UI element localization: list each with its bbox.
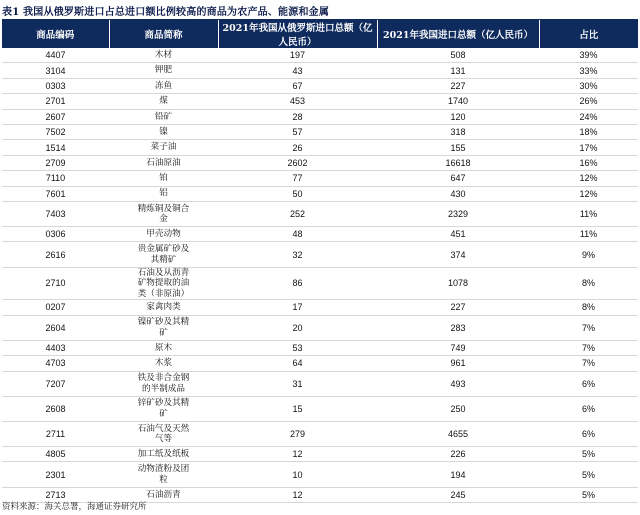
cell-code: 7207: [2, 371, 109, 396]
cell-code: 4403: [2, 340, 109, 355]
cell-russia-imports: 453: [218, 94, 377, 109]
cell-share: 7%: [539, 356, 638, 371]
cell-russia-imports: 57: [218, 124, 377, 139]
table-header-row: [2, 20, 638, 48]
table-row: [2, 124, 638, 139]
header-russia-imports: 2021年我国从俄罗斯进口总额（亿人民币）: [218, 20, 377, 48]
cell-code: 7403: [2, 201, 109, 226]
cell-russia-imports: 2602: [218, 155, 377, 170]
cell-russia-imports: 10: [218, 462, 377, 487]
cell-code: 4703: [2, 356, 109, 371]
cell-code: 7601: [2, 186, 109, 201]
product-name-text: 铝: [159, 188, 168, 199]
cell-total-imports: 318: [377, 124, 539, 139]
cell-name: [109, 356, 218, 371]
table-row: [2, 94, 638, 109]
product-name-text: 原木: [154, 342, 173, 353]
table-row: [2, 371, 638, 396]
table-row: [2, 300, 638, 315]
cell-russia-imports: 12: [218, 447, 377, 462]
product-name-text: 铂: [159, 173, 168, 184]
cell-share: 26%: [539, 94, 638, 109]
cell-share: 17%: [539, 140, 638, 155]
cell-share: 6%: [539, 396, 638, 421]
cell-code: 2301: [2, 462, 109, 487]
cell-total-imports: 226: [377, 447, 539, 462]
cell-code: 2710: [2, 267, 109, 300]
cell-russia-imports: 32: [218, 242, 377, 267]
table-row: [2, 396, 638, 421]
cell-total-imports: 245: [377, 487, 539, 502]
table-row: [2, 63, 638, 78]
cell-code: 7110: [2, 171, 109, 186]
cell-share: 7%: [539, 315, 638, 340]
cell-russia-imports: 197: [218, 48, 377, 63]
cell-name: [109, 78, 218, 93]
cell-share: 11%: [539, 227, 638, 242]
cell-name: [109, 48, 218, 63]
cell-code: 0207: [2, 300, 109, 315]
product-name-text: 冻鱼: [154, 80, 173, 91]
cell-total-imports: 131: [377, 63, 539, 78]
cell-name: [109, 267, 218, 300]
header-name: 商品简称: [109, 20, 218, 48]
cell-code: 2608: [2, 396, 109, 421]
cell-name: [109, 421, 218, 446]
table-row: [2, 155, 638, 170]
cell-russia-imports: 20: [218, 315, 377, 340]
table-row: [2, 78, 638, 93]
cell-total-imports: 374: [377, 242, 539, 267]
table-row: [2, 242, 638, 267]
cell-share: 6%: [539, 421, 638, 446]
cell-share: 12%: [539, 186, 638, 201]
cell-total-imports: 451: [377, 227, 539, 242]
cell-total-imports: 1078: [377, 267, 539, 300]
product-name-text: 石油沥青: [146, 489, 181, 500]
cell-russia-imports: 31: [218, 371, 377, 396]
cell-name: [109, 109, 218, 124]
cell-code: 0303: [2, 78, 109, 93]
table-row: [2, 227, 638, 242]
cell-code: 3104: [2, 63, 109, 78]
cell-share: 11%: [539, 201, 638, 226]
cell-name: [109, 396, 218, 421]
cell-share: 30%: [539, 78, 638, 93]
cell-total-imports: 120: [377, 109, 539, 124]
cell-name: [109, 171, 218, 186]
product-name-text: 木材: [154, 49, 173, 60]
cell-russia-imports: 50: [218, 186, 377, 201]
cell-share: 5%: [539, 487, 638, 502]
cell-total-imports: 250: [377, 396, 539, 421]
cell-total-imports: 194: [377, 462, 539, 487]
cell-name: [109, 462, 218, 487]
cell-code: 4805: [2, 447, 109, 462]
product-name-text: 煤: [159, 96, 168, 107]
cell-russia-imports: 43: [218, 63, 377, 78]
cell-share: 12%: [539, 171, 638, 186]
cell-total-imports: 430: [377, 186, 539, 201]
table-row: [2, 201, 638, 226]
cell-total-imports: 227: [377, 300, 539, 315]
cell-share: 39%: [539, 48, 638, 63]
cell-total-imports: 647: [377, 171, 539, 186]
cell-share: 5%: [539, 447, 638, 462]
table-row: [2, 447, 638, 462]
header-total-imports: 2021年我国进口总额（亿人民币）: [377, 20, 539, 48]
cell-share: 6%: [539, 371, 638, 396]
product-name-text: 镍: [159, 126, 168, 137]
cell-total-imports: 283: [377, 315, 539, 340]
product-name-text: 菜子油: [150, 142, 177, 153]
product-name-text: 家禽肉类: [146, 302, 181, 313]
cell-total-imports: 1740: [377, 94, 539, 109]
header-share: 占比: [539, 20, 638, 48]
table-title: 表1 我国从俄罗斯进口占总进口额比例较高的商品为农产品、能源和金属: [2, 7, 330, 18]
table-row: [2, 421, 638, 446]
cell-russia-imports: 53: [218, 340, 377, 355]
product-name-text: 加工纸及纸板: [137, 449, 190, 460]
product-name-text: 甲壳动物: [146, 229, 181, 240]
cell-russia-imports: 279: [218, 421, 377, 446]
cell-name: [109, 186, 218, 201]
cell-russia-imports: 77: [218, 171, 377, 186]
cell-share: 33%: [539, 63, 638, 78]
cell-code: 2713: [2, 487, 109, 502]
cell-total-imports: 961: [377, 356, 539, 371]
table-row: [2, 140, 638, 155]
cell-code: 2709: [2, 155, 109, 170]
cell-share: 5%: [539, 462, 638, 487]
cell-total-imports: 155: [377, 140, 539, 155]
table-row: [2, 267, 638, 300]
cell-code: 0306: [2, 227, 109, 242]
cell-share: 18%: [539, 124, 638, 139]
table-row: [2, 462, 638, 487]
product-name-text: 木浆: [154, 358, 173, 369]
cell-russia-imports: 67: [218, 78, 377, 93]
cell-name: [109, 155, 218, 170]
cell-russia-imports: 26: [218, 140, 377, 155]
cell-share: 8%: [539, 267, 638, 300]
table-body: [2, 48, 638, 503]
cell-russia-imports: 86: [218, 267, 377, 300]
product-name-text: 锌矿砂及其精矿: [137, 398, 190, 419]
cell-russia-imports: 15: [218, 396, 377, 421]
cell-total-imports: 749: [377, 340, 539, 355]
cell-share: 7%: [539, 340, 638, 355]
table-row: [2, 186, 638, 201]
cell-code: 7502: [2, 124, 109, 139]
cell-name: [109, 140, 218, 155]
cell-code: 1514: [2, 140, 109, 155]
cell-name: [109, 227, 218, 242]
cell-russia-imports: 28: [218, 109, 377, 124]
cell-name: [109, 447, 218, 462]
cell-name: [109, 340, 218, 355]
product-name-text: 精炼铜及铜合金: [137, 203, 190, 224]
table-row: [2, 356, 638, 371]
cell-code: 2607: [2, 109, 109, 124]
cell-total-imports: 227: [377, 78, 539, 93]
cell-code: 2711: [2, 421, 109, 446]
cell-name: [109, 300, 218, 315]
product-name-text: 铁及非合金钢的半制成品: [137, 373, 190, 394]
cell-russia-imports: 12: [218, 487, 377, 502]
product-name-text: 铅矿: [154, 111, 173, 122]
product-name-text: 石油原油: [146, 157, 181, 168]
cell-total-imports: 508: [377, 48, 539, 63]
cell-name: [109, 63, 218, 78]
table-row: [2, 315, 638, 340]
cell-total-imports: 2329: [377, 201, 539, 226]
table-row: [2, 340, 638, 355]
product-name-text: 石油及从沥青矿物提取的油类（非原油）: [137, 267, 190, 299]
cell-name: [109, 94, 218, 109]
cell-name: [109, 315, 218, 340]
import-table: [2, 20, 638, 503]
cell-code: 2604: [2, 315, 109, 340]
cell-code: 4407: [2, 48, 109, 63]
header-code: 商品编码: [2, 20, 109, 48]
cell-total-imports: 493: [377, 371, 539, 396]
table-row: [2, 109, 638, 124]
cell-name: [109, 371, 218, 396]
product-name-text: 石油气及天然气等: [137, 423, 190, 444]
product-name-text: 贵金属矿砂及其精矿: [137, 244, 190, 265]
product-name-text: 动物渣粉及团粒: [137, 464, 190, 485]
cell-code: 2616: [2, 242, 109, 267]
cell-share: 24%: [539, 109, 638, 124]
table-row: [2, 171, 638, 186]
cell-name: [109, 201, 218, 226]
cell-share: 16%: [539, 155, 638, 170]
source-note: 资料来源：海关总署，海通证券研究所: [2, 502, 147, 512]
cell-name: [109, 242, 218, 267]
cell-share: 9%: [539, 242, 638, 267]
cell-total-imports: 16618: [377, 155, 539, 170]
cell-code: 2701: [2, 94, 109, 109]
cell-russia-imports: 17: [218, 300, 377, 315]
product-name-text: 钾肥: [154, 65, 173, 76]
cell-russia-imports: 252: [218, 201, 377, 226]
cell-share: 8%: [539, 300, 638, 315]
cell-russia-imports: 48: [218, 227, 377, 242]
cell-russia-imports: 64: [218, 356, 377, 371]
product-name-text: 镍矿砂及其精矿: [137, 317, 190, 338]
table-row: [2, 48, 638, 63]
cell-total-imports: 4655: [377, 421, 539, 446]
cell-name: [109, 124, 218, 139]
